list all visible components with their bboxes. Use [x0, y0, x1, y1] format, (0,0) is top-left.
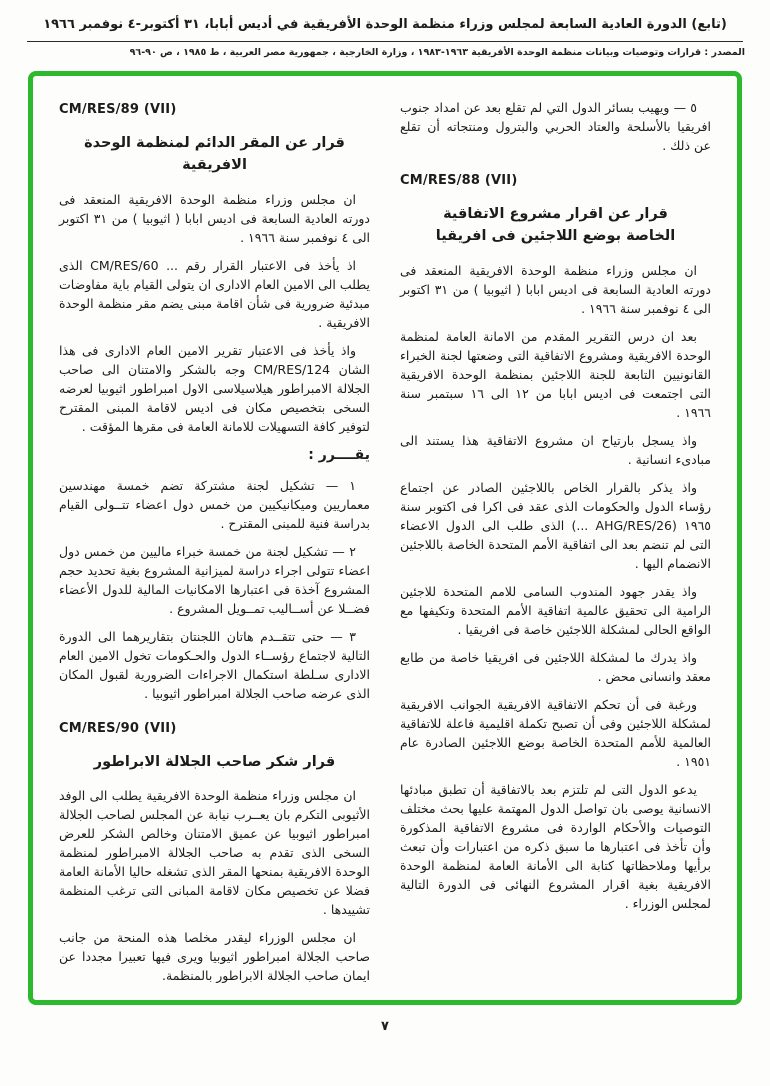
paragraph: واذ يقدر جهود المندوب السامى للامم المتحدة للاجئين الرامية الى تحقيق عالمية اتفاقية الأمم المتحدة وتكيفها مع الواقع الحالى لمشكلة اللاجئين خاصة فى افريقيا .	[400, 583, 711, 637]
paragraph: واذ يدرك ما لمشكلة اللاجئين فى افريقيا خاصة من طابع معقد وانسانى محض .	[400, 649, 711, 684]
resolution-title-89: قرار عن المقر الدائم لمنظمة الوحدة الافريقية	[84, 134, 345, 174]
paragraph: اذ يأخذ فى الاعتبار القرار رقم ... CM/RES/60 الذى يطلب الى الامين العام الادارى ان يتولى القيام باية مفاوضات مبدئية ضرورية فى شأن اقامة مبنى يضم مقر منظمة الوحدة الافريقية .	[59, 257, 370, 330]
header-source: المصدر : قرارات وتوصيات وبيانات منظمة الوحدة الأفريقية ١٩٦٣-١٩٨٣ ، وزارة الخارجية ، جمهورية مصر العربية ، ط ١٩٨٥ ، ص ٩٠-٩٦	[129, 47, 745, 59]
resolution-code-89: CM/RES/89 (VII)	[59, 102, 177, 118]
resolution-title-90: قرار شكر صاحب الجلالة الابراطور	[93, 753, 336, 770]
paragraph: واذ يسجل بارتياح ان مشروع الاتفاقية هذا يستند الى مبادىء انسانية .	[400, 432, 711, 467]
page-number: ٧	[381, 1019, 389, 1035]
resolution-code-90: CM/RES/90 (VII)	[59, 721, 177, 737]
paragraph: ان مجلس الوزراء ليقدر مخلصا هذه المنحة من جانب صاحب الجلالة امبراطور اثيوبيا ويرى فيها تعبيرا مجددا عن ايمان صاحب الجلالة الابراطور بالمنظمة.	[59, 930, 370, 984]
column-left	[59, 98, 370, 982]
decision-item: ٣ — حتى تتقــدم هاتان اللجنتان بتقاريرهما الى الدورة التالية لاجتماع رؤســاء الدول والحـكومات تخول الامين العام الادارى سـلطة استكمال الاجراءات الضرورية لقبول المكان الذى عرضه صاحب الجلالة امبراطور اثيوبيا .	[59, 629, 370, 702]
column-right	[400, 98, 711, 982]
paragraph: واذ يذكر بالقرار الخاص باللاجئين الصادر عن اجتماع رؤساء الدول والحكومات الذى عقد فى اكرا فى اكتوبر سنة ١٩٦٥ (AHG/RES/26 ...) الذى طلب الى الدول الاعضاء التى لم تنضم بعد الى اتفاقية الأمم المتحدة الخاصة باللاجئين الانضمام اليها .	[400, 479, 711, 571]
decides-label: يقــــرر :	[308, 446, 370, 463]
paragraph: ان مجلس وزراء منظمة الوحدة الافريقية المنعقد فى دورته العادية السابعة فى اديس ابابا ( اثيوبيا ) من ٣١ اكتوبر الى ٤ نوفمبر سنة ١٩٦٦ .	[400, 262, 711, 316]
paragraph: ورغبة فى أن تحكم الاتفاقية الافريقية الجوانب الافريقية لمشكلة اللاجئين وفى أن تصبح تكملة اقليمية فاعلة للاتفاقية العالمية للأمم المتحدة الخاصة بوضع اللاجئين الصادرة عام ١٩٥١ .	[400, 696, 711, 769]
paragraph: واذ يأخذ فى الاعتبار تقرير الامين العام الادارى فى هذا الشان CM/RES/124 وجه بالشكر والامتنان الى صاحب الجلالة الامبراطور هيلاسيلاسى الاول امبراطور اثيوبيا لعرضه السخى بتخصيص مكان فى اديس لاقامة المبنى المقترح لتوفير كافة التسهيلات للامانة العامة فى مقرها المؤقت .	[59, 342, 370, 434]
header-title: (تابع) الدورة العادية السابعة لمجلس وزراء منظمة الوحدة الأفريقية في أديس أبابا، ٣١ أكتوبر-٤ نوفمبر ١٩٦٦	[43, 17, 727, 32]
decision-item: ٢ — تشكيل لجنة من خمسة خبراء ماليين من خمس دول اعضاء تتولى اجراء دراسة لميزانية المشروع بغية تحديد حجم المشروع آخذة فى اعتبارها الامكانيات المالية للدول الأعضاء فضــلا عن أســاليب تمــويل المشروع .	[59, 544, 370, 617]
columns-container	[59, 98, 711, 982]
decision-item: ١ — تشكيل لجنة مشتركة تضم خمسة مهندسين معماريين وميكانيكيين من خمس دول اعضاء تتــولى القيام بدراسة فنية للمبنى المقترح .	[59, 478, 370, 532]
resolution-title-88-line1: قرار عن اقرار مشروع الاتفاقية	[443, 205, 668, 222]
content-box	[28, 71, 742, 1005]
paragraph: ان مجلس وزراء منظمة الوحدة الافريقية يطلب الى الوفد الأثيوبى التكرم بان يعــرب نيابة عن المجلس لصاحب الجلالة امبراطور اثيوبيا عن عميق الامتنان وخالص الشكر للعرض السخى الذى تقدم به صاحب الجلالة الامبراطور لمنظمة الوحدة الافريقية بمنحها المقر الذى تشغله حاليا الأمانة العامة فضلا عن تخصيص مكان لاقامة المبانى التى ترغب المنظمة تشييدها .	[59, 788, 370, 918]
paragraph: يدعو الدول التى لم تلتزم بعد بالاتفاقية أن تطبق مبادئها الانسانية يوصى بان تواصل الدول المهتمة عليها بحث مختلف التوصيات والأحكام الواردة فى مشروع الاتفاقية المذكورة وأن تأخذ فى اعتبارها ما سبق ذكره من اعتبارات وأن تبعث برأيها وملاحظاتها كتابة الى الأمانة العامة لمنظمة الوحدة الافريقية بغية اقرار المشروع النهائى فى الدورة التالية لمجلس الوزراء .	[400, 781, 711, 911]
resolution-title-88-line2: الخاصة بوضع اللاجئين فى افريقيا	[435, 228, 676, 245]
resolution-title-88	[400, 203, 711, 248]
paragraph-intro: ٥ — ويهيب بسائر الدول التي لم تقلع بعد عن امداد جنوب افريقيا بالأسلحة والعتاد الحربي والبترول ومنتجاته أن تقلع عن ذلك .	[400, 100, 711, 154]
paragraph: ان مجلس وزراء منظمة الوحدة الافريقية المنعقد فى دورته العادية السابعة فى اديس ابابا ( اثيوبيا ) من ٣١ اكتوبر الى ٤ نوفمبر سنة ١٩٦٦ .	[59, 191, 370, 245]
resolution-code-88: CM/RES/88 (VII)	[400, 173, 518, 189]
paragraph: بعد ان درس التقرير المقدم من الامانة العامة لمنظمة الوحدة الافريقية ومشروع الاتفاقية التى وضعتها لجنة الخبراء القانونيين التابعة للجنة اللاجئين بمنظمة الوحدة الافريقية التى اجتمعت فى اديس ابابا من ١٢ الى ١٦ سبتمبر سنة ١٩٦٦ .	[400, 328, 711, 420]
page-header	[0, 0, 770, 58]
